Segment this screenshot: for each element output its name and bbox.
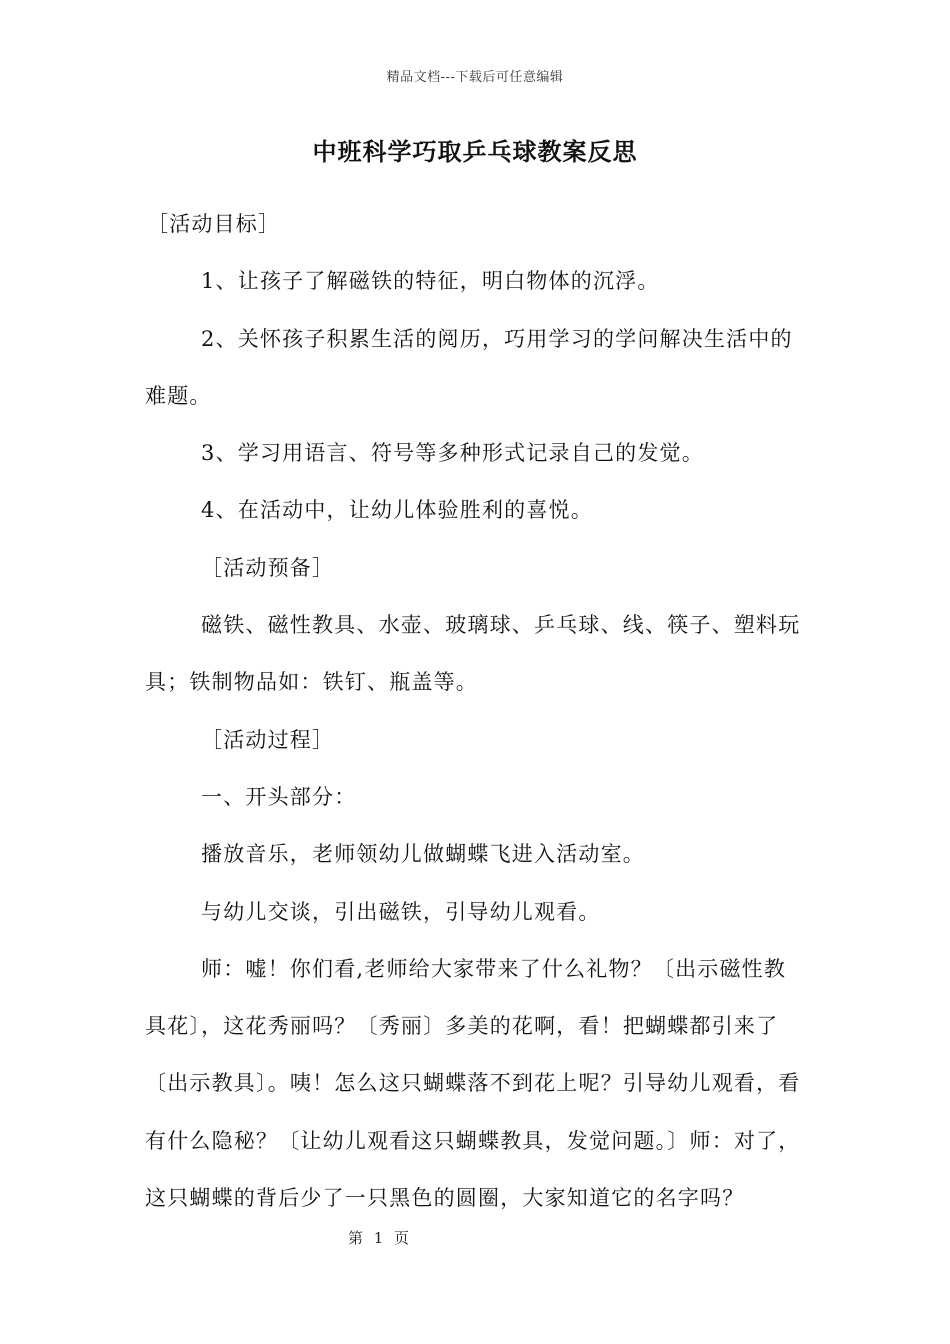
section-heading-goals: ［活动目标］ bbox=[147, 212, 281, 236]
document-title: 中班科学巧取乒乓球教案反思 bbox=[312, 137, 638, 166]
process-paragraph-2: 与幼儿交谈，引出磁铁，引导幼儿观看。 bbox=[201, 899, 601, 924]
goal-item-3: 3、学习用语言、符号等多种形式记录自己的发觉。 bbox=[201, 441, 704, 466]
section-heading-process: ［活动过程］ bbox=[201, 727, 335, 752]
header-note: 精品文档---下载后可任意编辑 bbox=[386, 70, 564, 85]
section-heading-preparation: ［活动预备］ bbox=[201, 555, 335, 580]
page-number: 第 1 页 bbox=[347, 1229, 413, 1247]
document-body bbox=[145, 196, 807, 1227]
preparation-materials: 磁铁、磁性教具、水壶、玻璃球、乒乓球、线、筷子、塑料玩具；铁制物品如：铁钉、瓶盖等。 bbox=[145, 613, 801, 695]
goal-item-2: 2、关怀孩子积累生活的阅历，巧用学习的学问解决生活中的难题。 bbox=[145, 326, 793, 408]
goal-item-4: 4、在活动中，让幼儿体验胜利的喜悦。 bbox=[201, 498, 593, 523]
process-part-1-heading: 一、开头部分： bbox=[201, 784, 357, 809]
process-paragraph-1: 播放音乐，老师领幼儿做蝴蝶飞进入活动室。 bbox=[201, 842, 645, 867]
goal-item-1: 1、让孩子了解磁铁的特征，明白物体的沉浮。 bbox=[201, 269, 660, 294]
process-paragraph-3: 师：嘘！你们看,老师给大家带来了什么礼物？〔出示磁性教具花〕，这花秀丽吗？〔秀丽〕多美的花啊，看！把蝴蝶都引来了〔出示教具〕。咦！怎么这只蝴蝶落不到花上呢？引导幼儿观看，看有什么隐秘？〔让幼儿观看这只蝴蝶教具，发觉问题。〕师：对了，这只蝴蝶的背后少了一只黑色的圆圈，大家知道它的名字吗？ bbox=[145, 956, 801, 1211]
